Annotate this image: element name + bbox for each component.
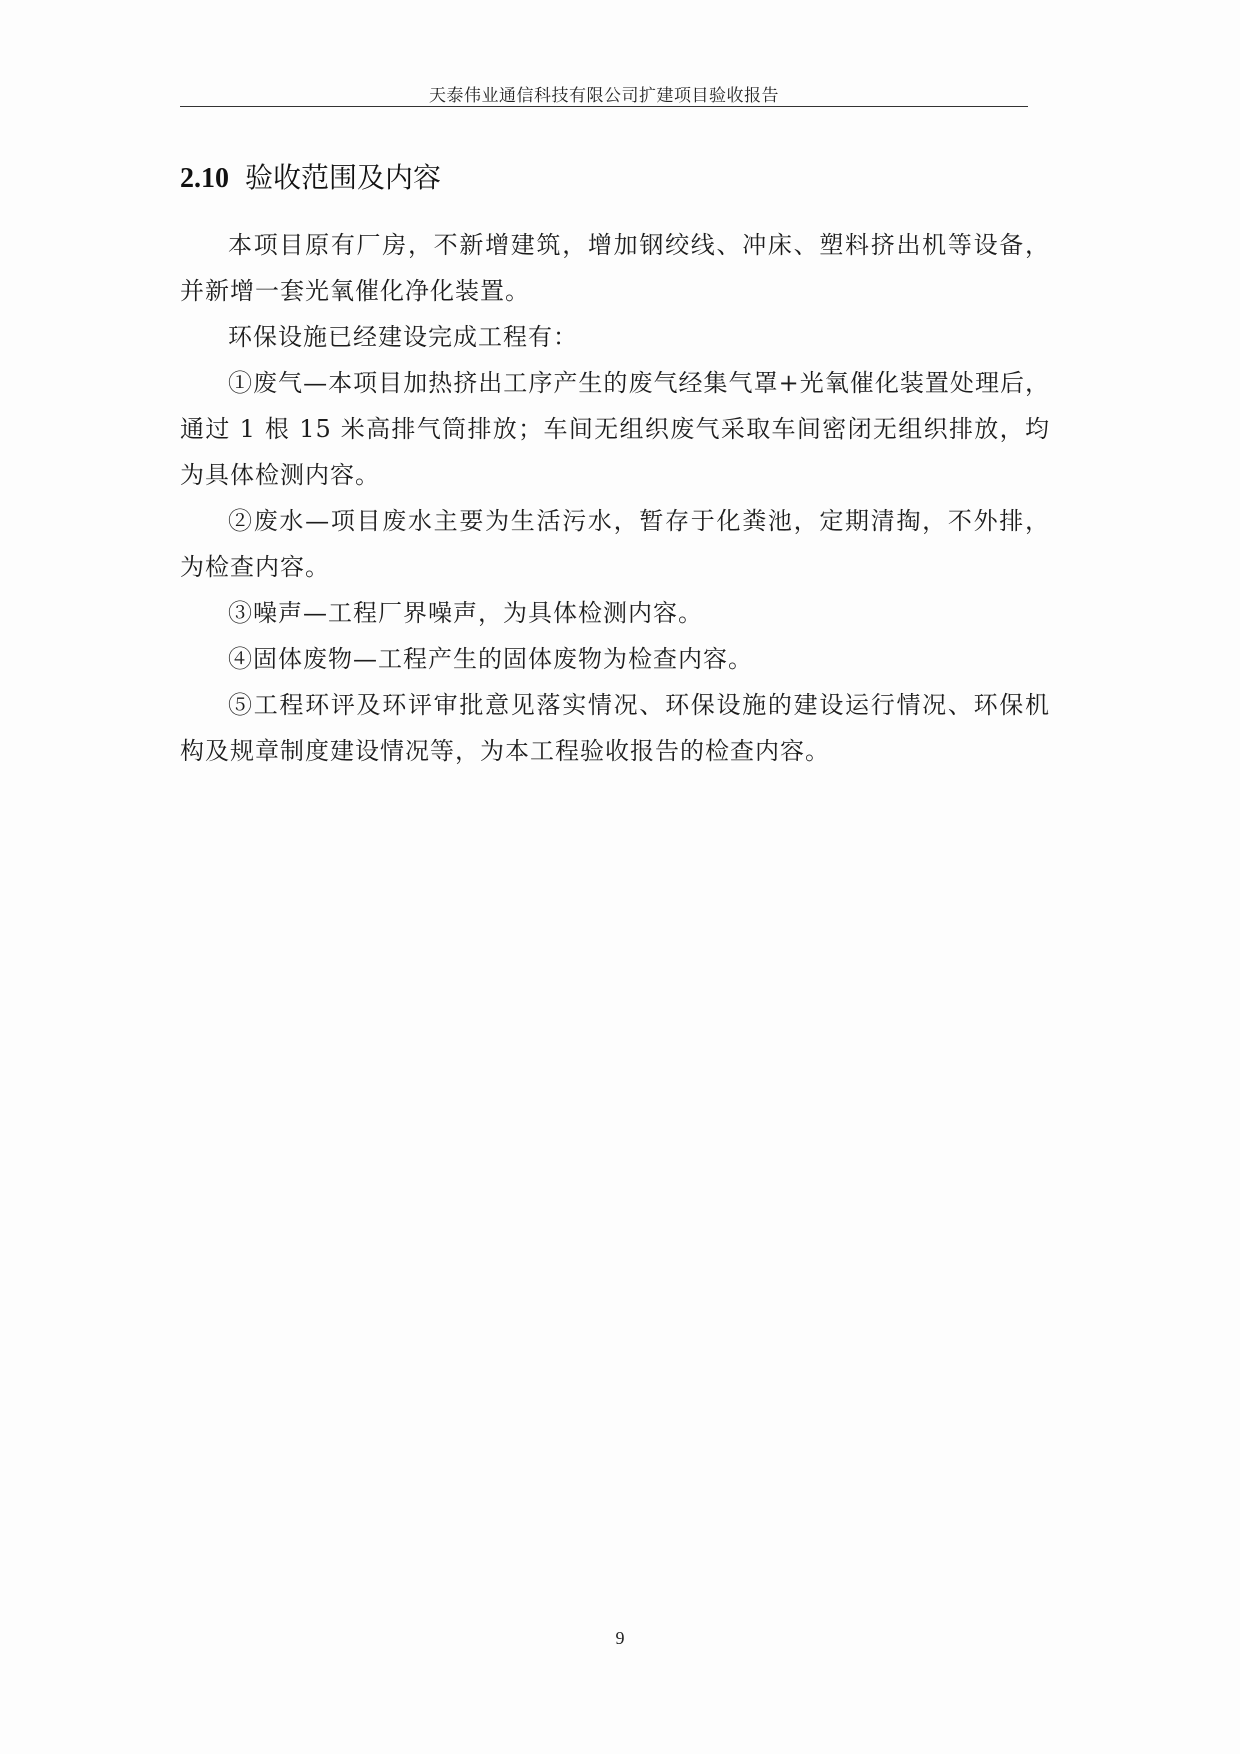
paragraph-eia-review: ⑤工程环评及环评审批意见落实情况、环保设施的建设运行情况、环保机构及规章制度建设情况等，为本工程验收报告的检查内容。 (180, 691, 1050, 765)
paragraph-intro: 本项目原有厂房，不新增建筑，增加钢绞线、冲床、塑料挤出机等设备，并新增一套光氧催化净化装置。 (180, 231, 1050, 305)
section-title: 验收范围及内容 (245, 161, 442, 194)
header-rule (180, 106, 1028, 107)
paragraph-noise: ③噪声—工程厂界噪声，为具体检测内容。 (228, 599, 703, 627)
section-number: 2.10 (180, 163, 229, 194)
page-number: 9 (615, 1628, 625, 1648)
paragraph-waste-gas: ①废气—本项目加热挤出工序产生的废气经集气罩+光氧催化装置处理后，通过 1 根 15 米高排气筒排放；车间无组织废气采取车间密闭无组织排放，均为具体检测内容。 (180, 369, 1050, 489)
section-heading (180, 160, 441, 197)
paragraph-waste-water: ②废水—项目废水主要为生活污水，暂存于化粪池，定期清掏，不外排，为检查内容。 (180, 507, 1050, 581)
paragraph-facilities-lead: 环保设施已经建设完成工程有： (228, 323, 578, 351)
paragraph-solid-waste: ④固体废物—工程产生的固体废物为检查内容。 (228, 645, 753, 673)
body-text (180, 222, 1050, 774)
running-header: 天泰伟业通信科技有限公司扩建项目验收报告 (429, 86, 779, 106)
